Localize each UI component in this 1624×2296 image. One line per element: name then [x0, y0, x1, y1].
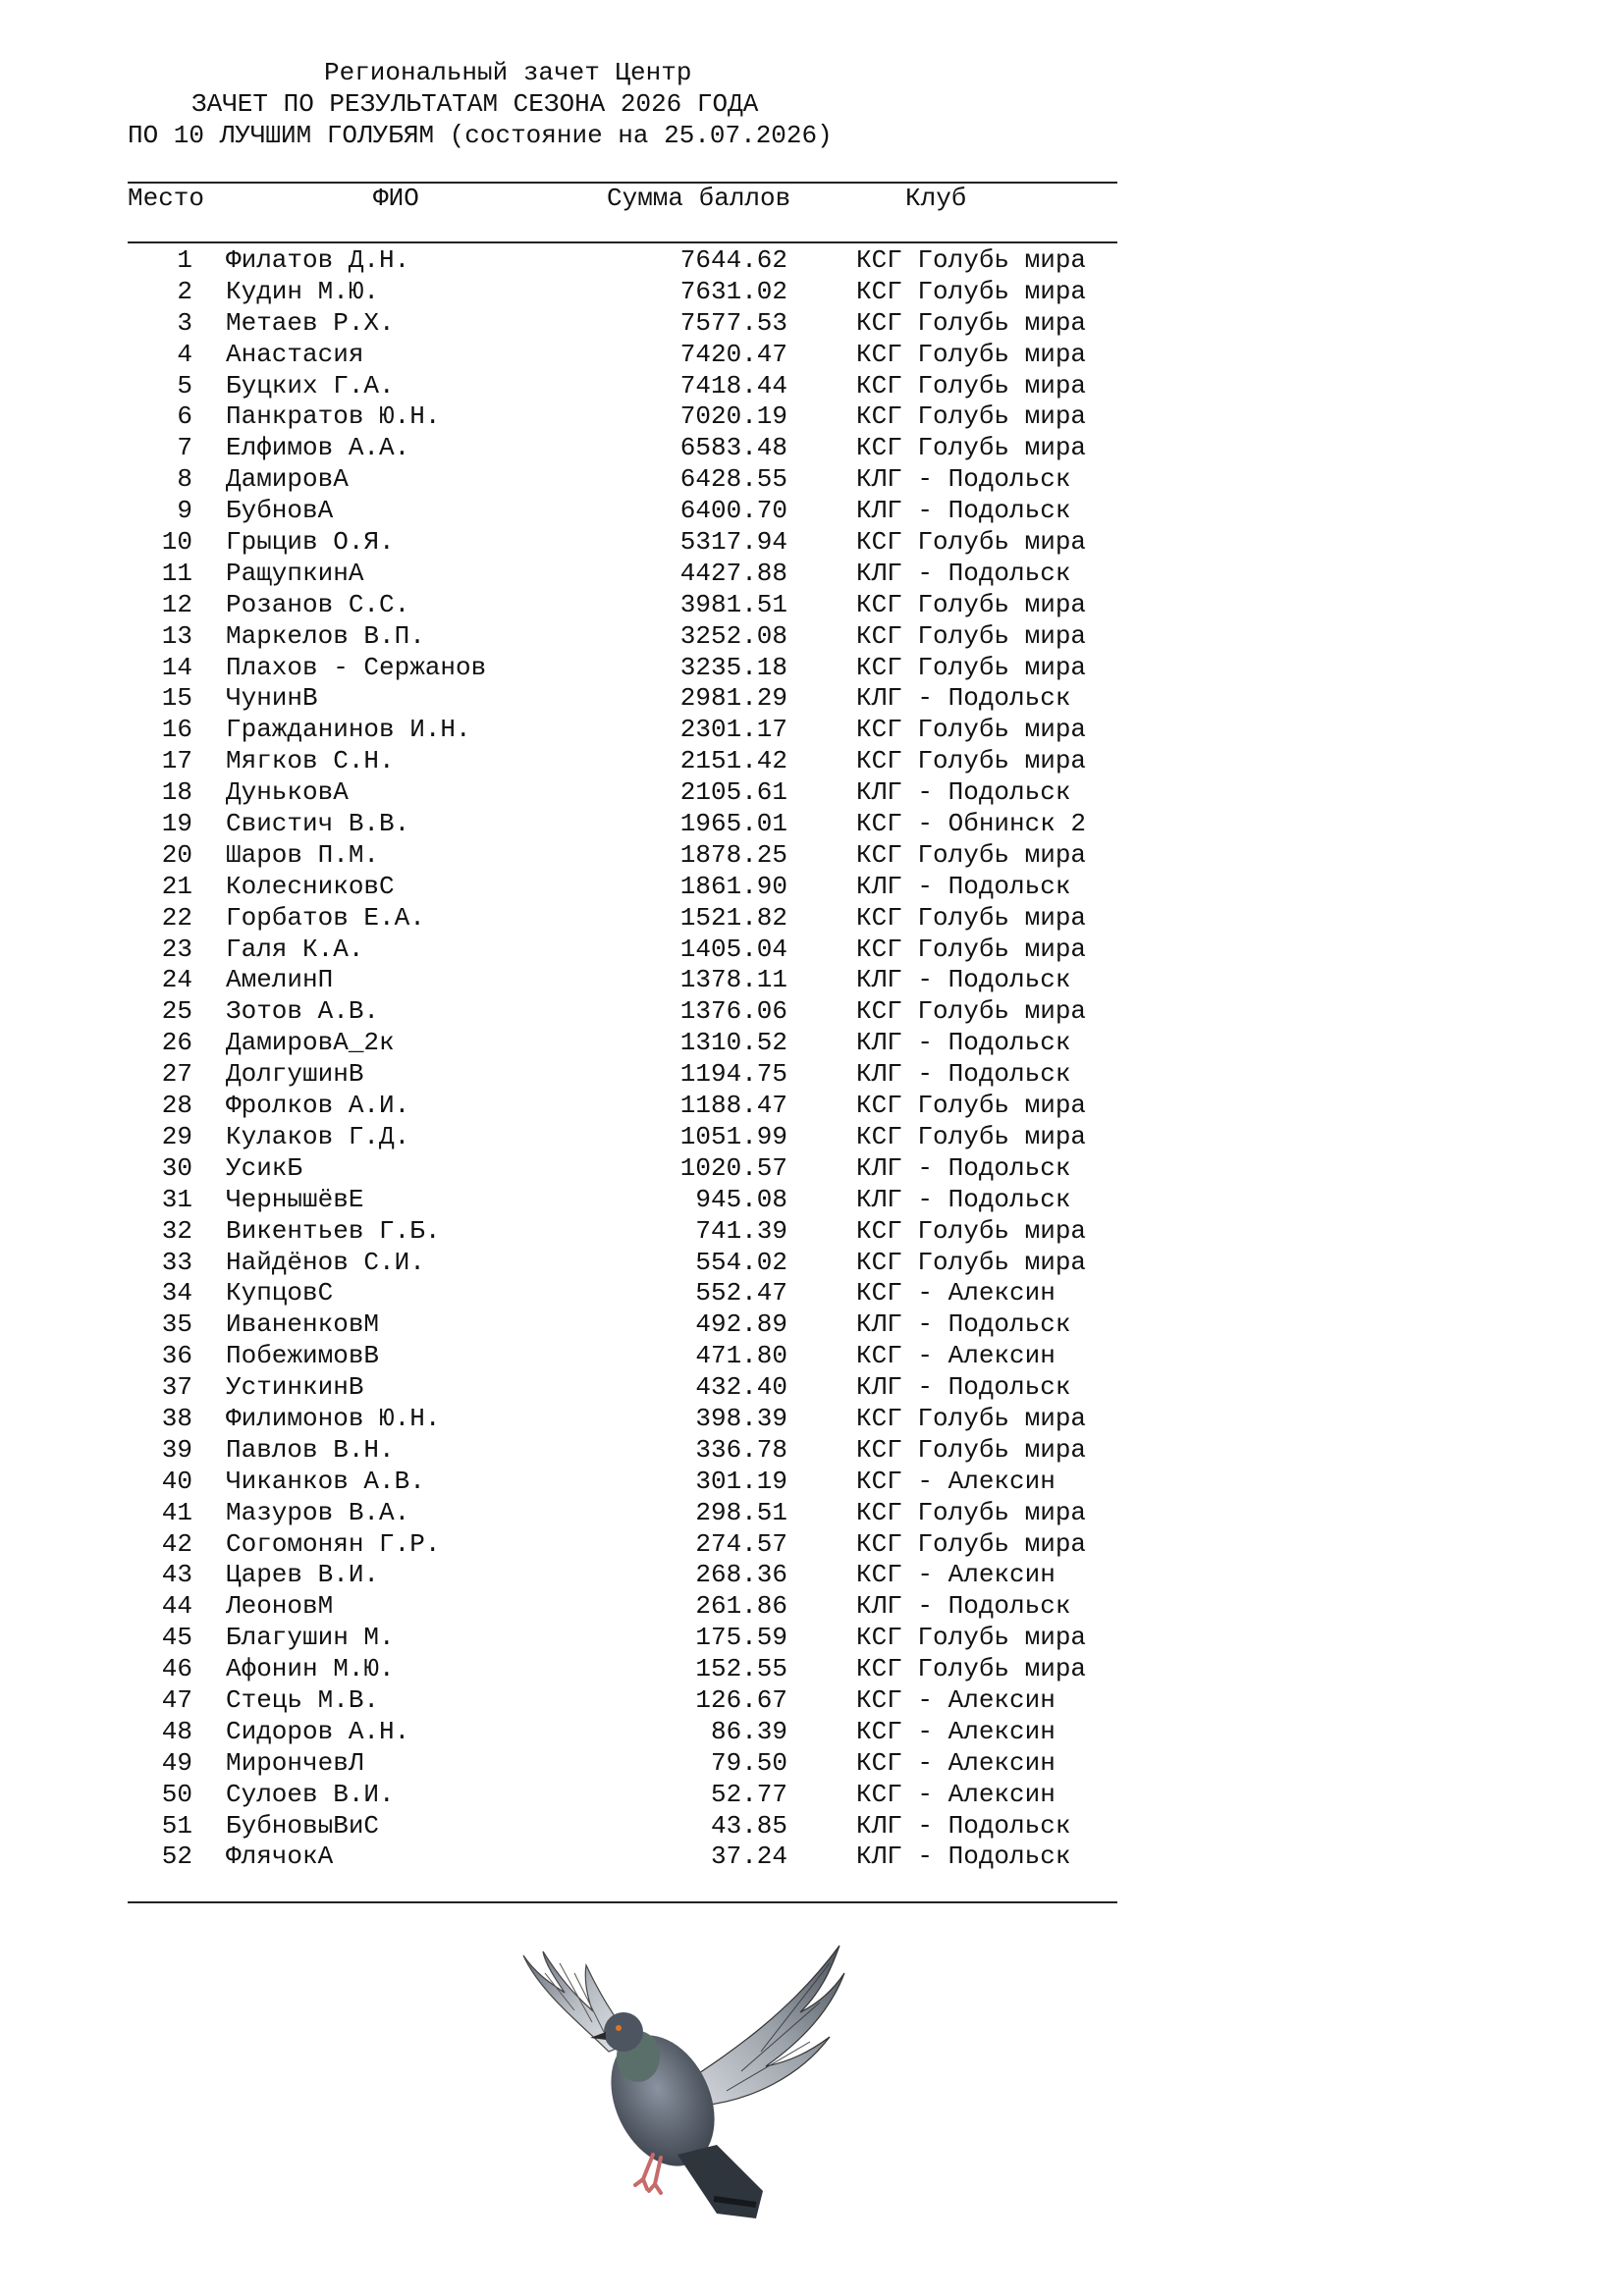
row-name: Фролков А.И. [226, 1091, 410, 1121]
row-name: Афонин М.Ю. [226, 1654, 395, 1684]
table-row [0, 1122, 1624, 1153]
table-row [0, 1435, 1624, 1467]
row-club: КСГ Голубь мира [856, 1497, 1087, 1527]
row-name: КолесниковС [226, 871, 395, 901]
row-name: Чиканков А.В. [226, 1466, 425, 1496]
row-place: 37 [161, 1372, 192, 1403]
row-name: АмелинП [226, 965, 334, 995]
table-row [0, 340, 1624, 371]
table-row [0, 1685, 1624, 1717]
row-club: КСГ Голубь мира [856, 1654, 1087, 1684]
row-place: 2 [177, 276, 192, 306]
row-club: КСГ - Алексин [856, 1747, 1056, 1778]
row-club: КСГ Голубь мира [856, 1403, 1087, 1433]
row-name: Сулоев В.И. [226, 1779, 395, 1809]
table-row [0, 496, 1624, 527]
table-row [0, 1591, 1624, 1623]
table-row [0, 621, 1624, 653]
table-row [0, 903, 1624, 934]
row-place: 41 [161, 1497, 192, 1527]
row-place: 18 [161, 777, 192, 808]
row-place: 50 [161, 1779, 192, 1809]
table-row [0, 1153, 1624, 1185]
table-row [0, 683, 1624, 715]
table-row [0, 1623, 1624, 1654]
row-score: 1188.47 [679, 1091, 787, 1121]
row-score: 2301.17 [679, 715, 787, 745]
row-club: КСГ Голубь мира [856, 1215, 1087, 1246]
row-name: ЛеоновМ [226, 1591, 334, 1622]
row-score: 4427.88 [679, 558, 787, 588]
row-place: 13 [161, 620, 192, 651]
table-row [0, 934, 1624, 966]
row-score: 7631.02 [679, 276, 787, 306]
row-club: КЛГ - Подольск [856, 1842, 1071, 1872]
row-score: 43.85 [710, 1810, 787, 1841]
row-name: Грыцив О.Я. [226, 527, 395, 558]
row-place: 26 [161, 1028, 192, 1058]
table-row [0, 1404, 1624, 1435]
row-name: Викентьев Г.Б. [226, 1215, 441, 1246]
table-row [0, 1780, 1624, 1811]
row-name: Сидоров А.Н. [226, 1716, 410, 1746]
row-club: КЛГ - Подольск [856, 1372, 1071, 1403]
table-row [0, 527, 1624, 559]
row-place: 45 [161, 1623, 192, 1653]
row-score: 3981.51 [679, 589, 787, 619]
row-place: 24 [161, 965, 192, 995]
row-place: 21 [161, 871, 192, 901]
table-row [0, 1842, 1624, 1873]
row-name: ЧунинВ [226, 683, 318, 714]
row-place: 8 [177, 464, 192, 495]
table-row [0, 746, 1624, 777]
row-club: КЛГ - Подольск [856, 464, 1071, 495]
row-name: КупцовС [226, 1278, 334, 1308]
row-club: КСГ Голубь мира [856, 902, 1087, 933]
row-club: КСГ Голубь мира [856, 339, 1087, 369]
row-score: 7418.44 [679, 370, 787, 400]
row-name: Стець М.В. [226, 1684, 380, 1715]
row-place: 17 [161, 746, 192, 776]
table-row [0, 872, 1624, 903]
row-club: КСГ Голубь мира [856, 620, 1087, 651]
row-place: 14 [161, 652, 192, 682]
table-row [0, 965, 1624, 996]
row-score: 1378.11 [679, 965, 787, 995]
row-place: 28 [161, 1091, 192, 1121]
row-club: КЛГ - Подольск [856, 1810, 1071, 1841]
report-subtitle: ПО 10 ЛУЧШИМ ГОЛУБЯМ (состояние на 25.07.2026) [128, 121, 833, 150]
column-header-sum: Сумма баллов [607, 184, 791, 213]
table-row [0, 1309, 1624, 1341]
row-club: КЛГ - Подольск [856, 1309, 1071, 1340]
row-club: КСГ Голубь мира [856, 589, 1087, 619]
row-place: 19 [161, 809, 192, 839]
row-club: КСГ - Алексин [856, 1560, 1056, 1590]
row-name: Буцких Г.А. [226, 370, 395, 400]
row-place: 40 [161, 1466, 192, 1496]
row-place: 10 [161, 527, 192, 558]
row-name: РащупкинА [226, 558, 364, 588]
row-name: УсикБ [226, 1152, 303, 1183]
table-row [0, 590, 1624, 621]
table-row [0, 1216, 1624, 1248]
row-score: 274.57 [695, 1528, 787, 1559]
table-row [0, 277, 1624, 308]
pigeon-icon [506, 1934, 898, 2228]
row-club: КСГ Голубь мира [856, 1434, 1087, 1465]
table-row [0, 1467, 1624, 1498]
row-name: ДуньковА [226, 777, 349, 808]
row-club: КЛГ - Подольск [856, 496, 1071, 526]
report-title: ЗАЧЕТ ПО РЕЗУЛЬТАТАМ СЕЗОНА 2026 ГОДА [191, 89, 759, 119]
row-place: 9 [177, 496, 192, 526]
row-place: 6 [177, 401, 192, 432]
row-score: 86.39 [710, 1716, 787, 1746]
row-name: Мазуров В.А. [226, 1497, 410, 1527]
table-row [0, 1498, 1624, 1529]
row-score: 552.47 [695, 1278, 787, 1308]
row-place: 12 [161, 589, 192, 619]
row-score: 1861.90 [679, 871, 787, 901]
row-place: 34 [161, 1278, 192, 1308]
row-name: ДамировА_2к [226, 1028, 395, 1058]
row-score: 398.39 [695, 1403, 787, 1433]
row-score: 2151.42 [679, 746, 787, 776]
table-row [0, 653, 1624, 684]
row-name: Елфимов А.А. [226, 433, 410, 463]
row-club: КСГ Голубь мира [856, 245, 1087, 275]
row-club: КСГ Голубь мира [856, 746, 1087, 776]
row-place: 23 [161, 934, 192, 964]
table-row [0, 401, 1624, 433]
row-score: 2105.61 [679, 777, 787, 808]
row-club: КЛГ - Подольск [856, 1184, 1071, 1214]
row-score: 2981.29 [679, 683, 787, 714]
row-score: 1194.75 [679, 1059, 787, 1090]
row-place: 48 [161, 1716, 192, 1746]
row-place: 5 [177, 370, 192, 400]
row-place: 42 [161, 1528, 192, 1559]
row-name: ЧернышёвЕ [226, 1184, 364, 1214]
row-name: Благушин М. [226, 1623, 395, 1653]
row-score: 6400.70 [679, 496, 787, 526]
row-score: 1521.82 [679, 902, 787, 933]
row-score: 3252.08 [679, 620, 787, 651]
row-score: 7420.47 [679, 339, 787, 369]
row-name: Свистич В.В. [226, 809, 410, 839]
table-row [0, 809, 1624, 840]
row-score: 1405.04 [679, 934, 787, 964]
row-name: ФлячокА [226, 1842, 334, 1872]
report-region-title: Региональный зачет Центр [324, 58, 692, 87]
row-score: 1051.99 [679, 1121, 787, 1151]
table-row [0, 1185, 1624, 1216]
row-name: МирончевЛ [226, 1747, 364, 1778]
row-name: ДолгушинВ [226, 1059, 364, 1090]
row-place: 30 [161, 1152, 192, 1183]
row-score: 261.86 [695, 1591, 787, 1622]
row-score: 175.59 [695, 1623, 787, 1653]
row-place: 39 [161, 1434, 192, 1465]
header-divider [128, 241, 1117, 243]
column-header-club: Клуб [905, 184, 967, 213]
row-name: Маркелов В.П. [226, 620, 425, 651]
row-place: 31 [161, 1184, 192, 1214]
row-place: 43 [161, 1560, 192, 1590]
table-row [0, 433, 1624, 464]
row-score: 432.40 [695, 1372, 787, 1403]
row-club: КСГ Голубь мира [856, 1247, 1087, 1277]
row-club: КСГ - Алексин [856, 1278, 1056, 1308]
table-row [0, 1341, 1624, 1372]
row-score: 37.24 [710, 1842, 787, 1872]
row-place: 22 [161, 902, 192, 933]
row-club: КСГ Голубь мира [856, 1623, 1087, 1653]
table-row [0, 1717, 1624, 1748]
row-place: 44 [161, 1591, 192, 1622]
row-place: 52 [161, 1842, 192, 1872]
row-club: КСГ - Алексин [856, 1466, 1056, 1496]
row-place: 3 [177, 307, 192, 338]
table-row [0, 1372, 1624, 1404]
table-row [0, 464, 1624, 496]
row-name: Панкратов Ю.Н. [226, 401, 441, 432]
row-score: 471.80 [695, 1341, 787, 1371]
row-club: КСГ Голубь мира [856, 401, 1087, 432]
row-score: 3235.18 [679, 652, 787, 682]
row-name: УстинкинВ [226, 1372, 364, 1403]
row-club: КСГ Голубь мира [856, 1528, 1087, 1559]
row-score: 1376.06 [679, 996, 787, 1027]
row-club: КСГ - Алексин [856, 1716, 1056, 1746]
row-club: КЛГ - Подольск [856, 777, 1071, 808]
row-score: 945.08 [695, 1184, 787, 1214]
row-score: 298.51 [695, 1497, 787, 1527]
row-place: 20 [161, 839, 192, 870]
row-club: КСГ Голубь мира [856, 934, 1087, 964]
row-score: 7644.62 [679, 245, 787, 275]
row-place: 25 [161, 996, 192, 1027]
row-name: Гражданинов И.Н. [226, 715, 471, 745]
row-score: 1878.25 [679, 839, 787, 870]
row-name: Кудин М.Ю. [226, 276, 380, 306]
row-name: Плахов - Сержанов [226, 652, 487, 682]
row-place: 29 [161, 1121, 192, 1151]
row-score: 152.55 [695, 1654, 787, 1684]
row-name: Розанов С.С. [226, 589, 410, 619]
row-club: КСГ Голубь мира [856, 370, 1087, 400]
row-name: Царев В.И. [226, 1560, 380, 1590]
row-score: 6428.55 [679, 464, 787, 495]
row-club: КСГ Голубь мира [856, 715, 1087, 745]
row-name: Галя К.А. [226, 934, 364, 964]
row-club: КСГ Голубь мира [856, 527, 1087, 558]
row-place: 46 [161, 1654, 192, 1684]
row-club: КЛГ - Подольск [856, 965, 1071, 995]
row-place: 4 [177, 339, 192, 369]
table-row [0, 840, 1624, 872]
table-row [0, 1654, 1624, 1685]
row-club: КСГ Голубь мира [856, 996, 1087, 1027]
row-score: 6583.48 [679, 433, 787, 463]
row-score: 1310.52 [679, 1028, 787, 1058]
row-club: КЛГ - Подольск [856, 1059, 1071, 1090]
table-row [0, 715, 1624, 746]
row-club: КЛГ - Подольск [856, 871, 1071, 901]
row-name: Кулаков Г.Д. [226, 1121, 410, 1151]
row-club: КСГ Голубь мира [856, 433, 1087, 463]
column-header-name: ФИО [373, 184, 419, 213]
row-score: 126.67 [695, 1684, 787, 1715]
row-place: 32 [161, 1215, 192, 1246]
row-score: 7577.53 [679, 307, 787, 338]
row-place: 11 [161, 558, 192, 588]
row-name: БубновА [226, 496, 334, 526]
row-score: 741.39 [695, 1215, 787, 1246]
row-club: КЛГ - Подольск [856, 1591, 1071, 1622]
row-name: Филатов Д.Н. [226, 245, 410, 275]
table-row [0, 777, 1624, 809]
row-score: 492.89 [695, 1309, 787, 1340]
table-row [0, 371, 1624, 402]
column-header-place: Место [128, 184, 205, 213]
row-club: КСГ Голубь мира [856, 276, 1087, 306]
table-row [0, 559, 1624, 590]
bottom-divider [128, 1901, 1117, 1903]
row-name: Филимонов Ю.Н. [226, 1403, 441, 1433]
row-club: КЛГ - Подольск [856, 1028, 1071, 1058]
row-score: 554.02 [695, 1247, 787, 1277]
row-name: Шаров П.М. [226, 839, 380, 870]
row-place: 7 [177, 433, 192, 463]
row-name: Анастасия [226, 339, 364, 369]
row-score: 5317.94 [679, 527, 787, 558]
row-club: КЛГ - Подольск [856, 558, 1071, 588]
row-club: КСГ - Алексин [856, 1341, 1056, 1371]
row-club: КЛГ - Подольск [856, 683, 1071, 714]
table-row [0, 996, 1624, 1028]
row-place: 36 [161, 1341, 192, 1371]
row-name: Найдёнов С.И. [226, 1247, 425, 1277]
row-place: 33 [161, 1247, 192, 1277]
row-place: 38 [161, 1403, 192, 1433]
row-place: 49 [161, 1747, 192, 1778]
table-row [0, 1278, 1624, 1309]
row-score: 79.50 [710, 1747, 787, 1778]
row-club: КСГ - Алексин [856, 1684, 1056, 1715]
row-score: 1020.57 [679, 1152, 787, 1183]
row-club: КСГ Голубь мира [856, 307, 1087, 338]
row-name: ИваненковМ [226, 1309, 380, 1340]
row-name: ПобежимовВ [226, 1341, 380, 1371]
row-name: Мягков С.Н. [226, 746, 395, 776]
row-club: КСГ Голубь мира [856, 652, 1087, 682]
table-row [0, 1811, 1624, 1842]
row-club: КСГ Голубь мира [856, 839, 1087, 870]
row-name: ДамировА [226, 464, 349, 495]
table-row [0, 1529, 1624, 1561]
row-place: 47 [161, 1684, 192, 1715]
row-name: Согомонян Г.Р. [226, 1528, 441, 1559]
row-club: КСГ - Алексин [856, 1779, 1056, 1809]
row-place: 15 [161, 683, 192, 714]
row-score: 7020.19 [679, 401, 787, 432]
table-row [0, 1560, 1624, 1591]
row-place: 35 [161, 1309, 192, 1340]
row-score: 336.78 [695, 1434, 787, 1465]
row-name: Горбатов Е.А. [226, 902, 425, 933]
row-score: 1965.01 [679, 809, 787, 839]
row-club: КСГ - Обнинск 2 [856, 809, 1087, 839]
results-table [0, 245, 1624, 1873]
row-name: БубновыВиС [226, 1810, 380, 1841]
row-name: Метаев Р.Х. [226, 307, 395, 338]
table-row [0, 1028, 1624, 1059]
row-score: 52.77 [710, 1779, 787, 1809]
row-place: 1 [177, 245, 192, 275]
row-score: 268.36 [695, 1560, 787, 1590]
table-row [0, 1748, 1624, 1780]
row-club: КСГ Голубь мира [856, 1091, 1087, 1121]
row-place: 27 [161, 1059, 192, 1090]
table-row [0, 1248, 1624, 1279]
row-club: КСГ Голубь мира [856, 1121, 1087, 1151]
table-row [0, 308, 1624, 340]
table-row [0, 1091, 1624, 1122]
table-row [0, 1059, 1624, 1091]
row-club: КЛГ - Подольск [856, 1152, 1071, 1183]
table-row [0, 245, 1624, 277]
row-name: Павлов В.Н. [226, 1434, 395, 1465]
row-name: Зотов А.В. [226, 996, 380, 1027]
row-score: 301.19 [695, 1466, 787, 1496]
row-place: 51 [161, 1810, 192, 1841]
row-place: 16 [161, 715, 192, 745]
